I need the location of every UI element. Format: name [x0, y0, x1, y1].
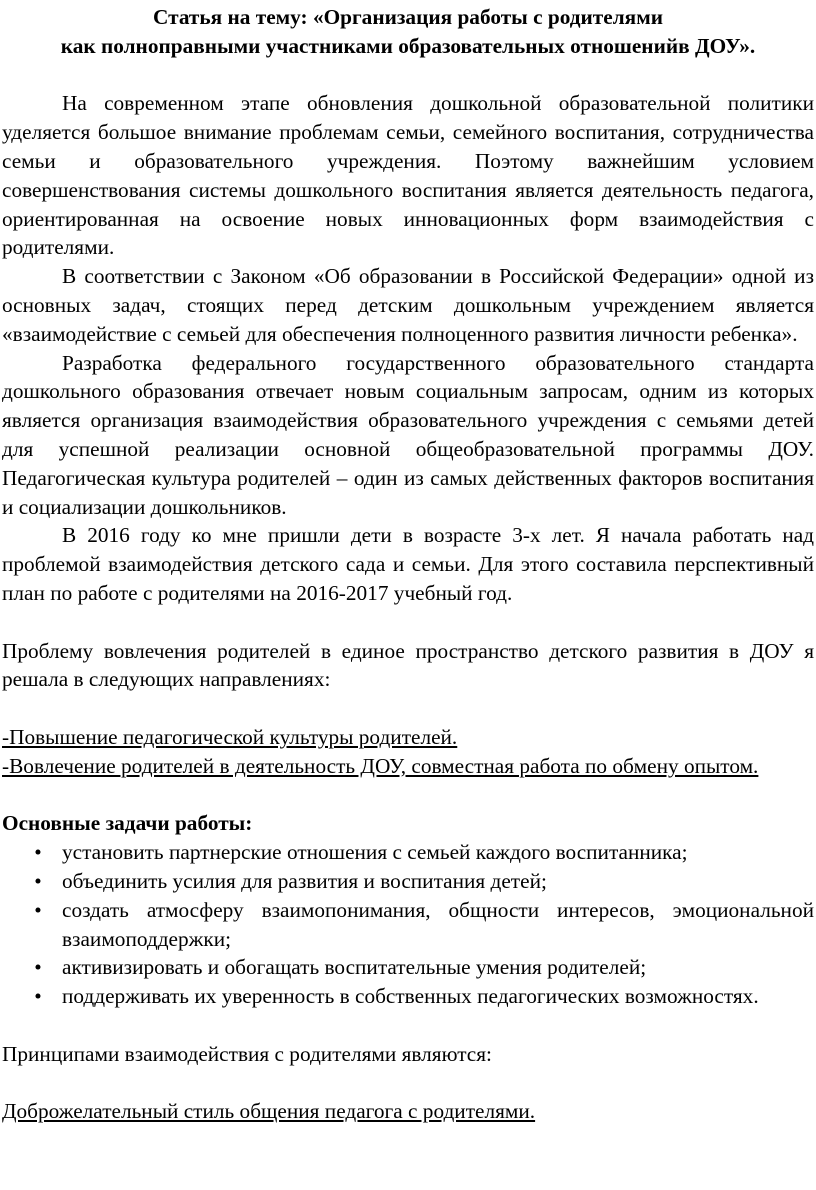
task-text: активизировать и обогащать воспитательные умения родителей; [62, 955, 647, 980]
spacer [2, 1011, 814, 1040]
list-item [2, 896, 814, 954]
paragraph-4: В 2016 году ко мне пришли дети в возрасте 3-х лет. Я начала работать над проблемой взаимодействия детского сада и семьи. Для этого составила перспективный план по работе с родителями на 2016-2017 учебный год. [2, 523, 814, 605]
directions-intro: Проблему вовлечения родителей в единое пространство детского развития в ДОУ я решала в следующих направлениях: [2, 638, 814, 692]
bullet-icon: • [34, 897, 42, 922]
task-text: создать атмосферу взаимопонимания, общности интересов, эмоциональной взаимоподдержки; [62, 897, 814, 951]
principles-intro: Принципами взаимодействия с родителями являются: [2, 1041, 492, 1066]
bullet-icon: • [34, 868, 42, 893]
list-item [2, 838, 814, 867]
spacer [2, 781, 814, 810]
tasks-list [2, 838, 814, 1011]
direction-2: -Вовлечение родителей в деятельность ДОУ, совместная работа по обмену опытом. [2, 753, 759, 778]
spacer [2, 61, 814, 90]
title-line-1: Статья на тему: «Организация работы с родителями [153, 5, 663, 29]
task-text: объединить усилия для развития и воспитания детей; [62, 868, 547, 893]
spacer [2, 1068, 814, 1097]
bullet-icon: • [34, 955, 42, 980]
list-item [2, 867, 814, 896]
spacer [2, 608, 814, 637]
task-text: поддерживать их уверенность в собственных педагогических возможностях. [62, 984, 759, 1009]
principle-1: Доброжелательный стиль общения педагога с родителями. [2, 1099, 536, 1124]
direction-1: -Повышение педагогической культуры родителей. [2, 724, 458, 749]
list-item [2, 953, 814, 982]
paragraph-2: В соответствии с Законом «Об образовании в Российской Федерации» одной из основных задач, стоящих перед детским дошкольным учреждением является «взаимодействие с семьей для обеспечения полноценного развития личности ребенка». [2, 264, 814, 346]
spacer [2, 694, 814, 723]
title-line-2: как полноправными участниками образовательных отношенийв ДОУ». [60, 33, 756, 58]
list-item [2, 982, 814, 1011]
tasks-heading: Основные задачи работы: [2, 811, 253, 836]
paragraph-1: На современном этапе обновления дошкольной образовательной политики уделяется большое внимание проблемам семьи, семейного воспитания, сотрудничества семьи и образовательного учреждения. Поэтому важнейшим условием совершенствования системы дошкольного воспитания является деятельность педагога, ориентированная на освоение новых инновационных форм взаимодействия с родителями. [2, 91, 814, 260]
article-title [2, 3, 814, 61]
bullet-icon: • [34, 840, 42, 865]
bullet-icon: • [34, 984, 42, 1009]
task-text: установить партнерские отношения с семьей каждого воспитанника; [62, 840, 688, 865]
paragraph-3: Разработка федерального государственного образовательного стандарта дошкольного образования отвечает новым социальным запросам, одним из которых является организация взаимодействия образовательного учреждения с семьями детей для успешной реализации основной общеобразовательной программы ДОУ. Педагогическая культура родителей – один из самых действенных факторов воспитания и социализации дошкольников. [2, 350, 814, 519]
